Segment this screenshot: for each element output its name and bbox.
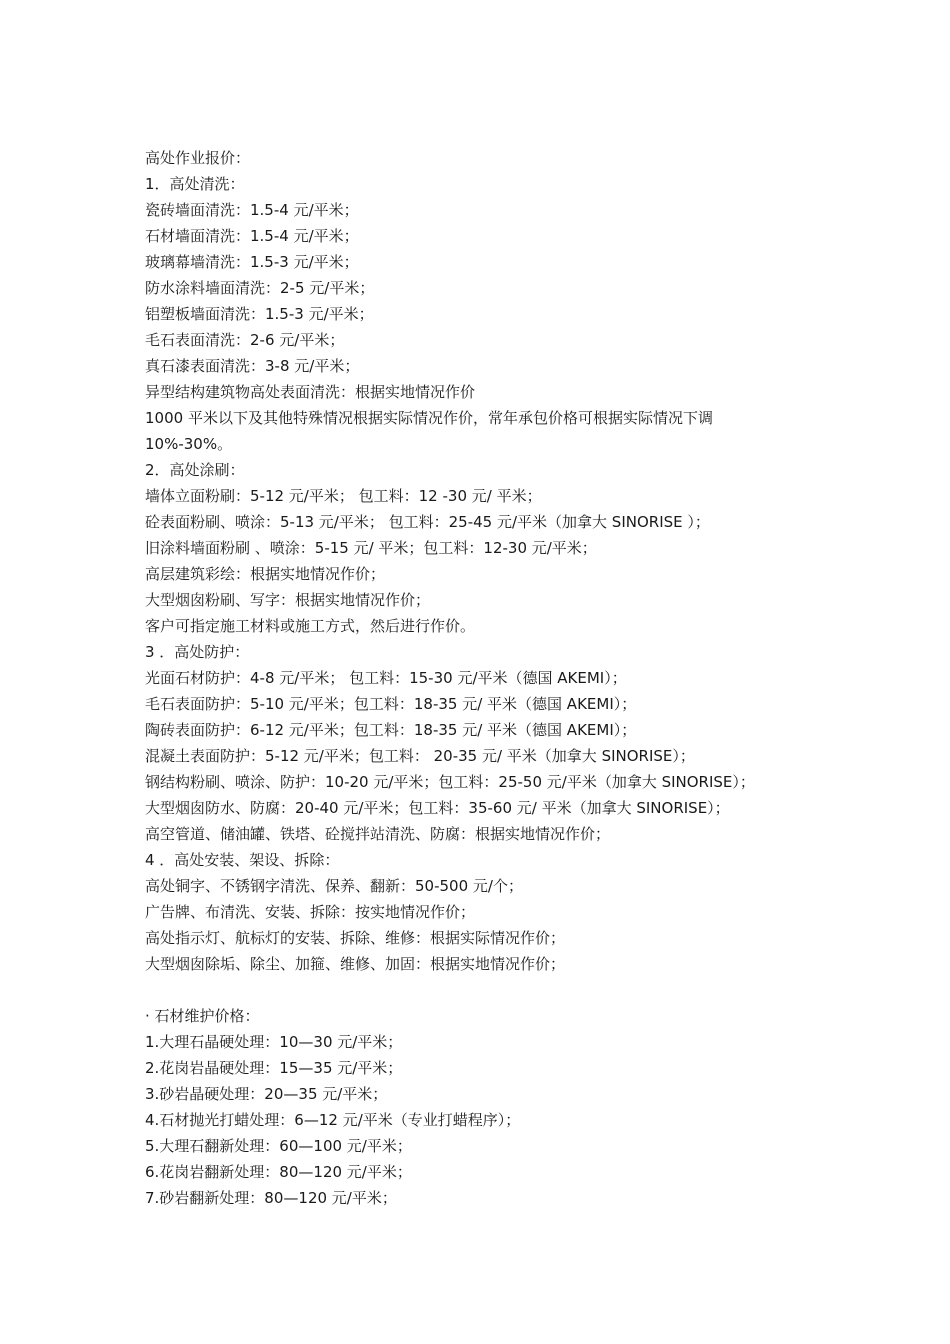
- text-line: 1000 平米以下及其他特殊情况根据实际情况作价，常年承包价格可根据实际情况下调: [145, 409, 713, 427]
- stone-maintenance-section: [145, 1003, 925, 1211]
- subheading-protection: 3 ．高处防护：: [145, 643, 250, 661]
- text-line: 陶砖表面防护：6-12 元/平米；包工料：18-35 元/ 平米（德国 AKEMI）；: [145, 721, 637, 739]
- subheading-cleaning: 1．高处清洗：: [145, 175, 245, 193]
- text-line: 高空管道、储油罐、铁塔、砼搅拌站清洗、防腐：根据实地情况作价；: [145, 825, 611, 843]
- doc-heading: 高处作业报价：: [145, 149, 251, 167]
- text-line: 1.大理石晶硬处理：10—30 元/平米；: [145, 1033, 403, 1051]
- text-line: 石材墙面清洗：1.5-4 元/平米；: [145, 227, 359, 245]
- text-line: 砼表面粉刷、喷涂：5-13 元/平米； 包工料：25-45 元/平米（加拿大 SINORISE ）；: [145, 513, 710, 531]
- text-line: 毛石表面清洗：2-6 元/平米；: [145, 331, 345, 349]
- text-line: 5.大理石翻新处理：60—100 元/平米；: [145, 1137, 412, 1155]
- text-line: 大型烟囱粉刷、写字：根据实地情况作价；: [145, 591, 431, 609]
- subheading-painting: 2．高处涂刷：: [145, 461, 245, 479]
- text-line: 异型结构建筑物高处表面清洗：根据实地情况作价: [145, 383, 476, 401]
- text-line: 高处铜字、不锈钢字清洗、保养、翻新：50-500 元/个；: [145, 877, 523, 895]
- subheading-installation: 4 ．高处安装、架设、拆除：: [145, 851, 340, 869]
- text-line: 4.石材抛光打蜡处理：6—12 元/平米（专业打蜡程序）；: [145, 1111, 521, 1129]
- text-line: 瓷砖墙面清洗：1.5-4 元/平米；: [145, 201, 359, 219]
- text-line: 防水涂料墙面清洗：2-5 元/平米；: [145, 279, 375, 297]
- text-line: 钢结构粉刷、喷涂、防护：10-20 元/平米；包工料：25-50 元/平米（加拿大 SINORISE）；: [145, 773, 755, 791]
- text-line: 光面石材防护：4-8 元/平米； 包工料：15-30 元/平米（德国 AKEMI）；: [145, 669, 627, 687]
- high-altitude-pricing-section: [145, 145, 925, 977]
- text-line: 铝塑板墙面清洗：1.5-3 元/平米；: [145, 305, 374, 323]
- text-line: 真石漆表面清洗：3-8 元/平米；: [145, 357, 360, 375]
- text-line: 6.花岗岩翻新处理：80—120 元/平米；: [145, 1163, 412, 1181]
- text-line: 3.砂岩晶硬处理：20—35 元/平米；: [145, 1085, 388, 1103]
- text-line: 广告牌、布清洗、安装、拆除：按实地情况作价；: [145, 903, 476, 921]
- text-line: 高处指示灯、航标灯的安装、拆除、维修：根据实际情况作价；: [145, 929, 566, 947]
- text-line: 玻璃幕墙清洗：1.5-3 元/平米；: [145, 253, 359, 271]
- text-line: 高层建筑彩绘：根据实地情况作价；: [145, 565, 386, 583]
- text-line: 旧涂料墙面粉刷 、喷涂：5-15 元/ 平米；包工料：12-30 元/平米；: [145, 539, 597, 557]
- stone-maintenance-heading: · 石材维护价格：: [145, 1007, 260, 1025]
- text-line: 客户可指定施工材料或施工方式，然后进行作价。: [145, 617, 476, 635]
- text-line: 7.砂岩翻新处理：80—120 元/平米；: [145, 1189, 397, 1207]
- text-line: 混凝土表面防护：5-12 元/平米；包工料： 20-35 元/ 平米（加拿大 SINORISE）；: [145, 747, 695, 765]
- text-line: 墙体立面粉刷：5-12 元/平米； 包工料：12 -30 元/ 平米；: [145, 487, 542, 505]
- text-line: 2.花岗岩晶硬处理：15—35 元/平米；: [145, 1059, 403, 1077]
- document-body: [145, 145, 925, 1211]
- text-line: 毛石表面防护：5-10 元/平米；包工料：18-35 元/ 平米（德国 AKEMI）；: [145, 695, 637, 713]
- section-spacer: [145, 977, 925, 1003]
- text-line: 大型烟囱除垢、除尘、加箍、维修、加固：根据实地情况作价；: [145, 955, 566, 973]
- text-line: 10%-30%。: [145, 435, 233, 453]
- text-line: 大型烟囱防水、防腐：20-40 元/平米；包工料：35-60 元/ 平米（加拿大 SINORISE）；: [145, 799, 730, 817]
